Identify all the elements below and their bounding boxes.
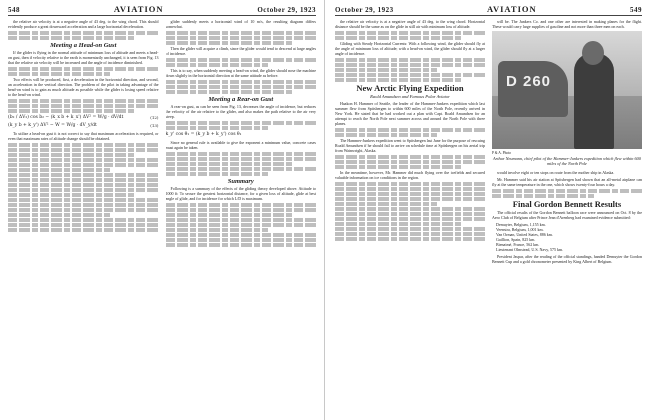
equation bbox=[166, 132, 317, 138]
paragraph: President Jaspar, after the reading of the official standings, handed Demuyter the Gordon Bennett Cup and a gold chronometer presented by King Albert of Belgium. bbox=[492, 253, 642, 264]
issue-date: October 29, 1923 bbox=[257, 6, 316, 14]
paragraph: The Hammer-Junkers expedition went to Spitsbergen last June for the purpose of rescuing Roald Amundsen if he should fail to arrive on schedule time at Spitsbergen on his aerial trip from Wainwright, Alaska. bbox=[335, 138, 485, 153]
page-number: 548 bbox=[8, 6, 20, 14]
page-number: 549 bbox=[629, 6, 642, 14]
aircraft-registration: D 260 bbox=[506, 73, 552, 90]
paragraph: Then the glider will acquire a climb, since the glider would tend to descend at large angles of incidence. bbox=[165, 46, 316, 56]
pilot-figure bbox=[574, 53, 614, 149]
paragraph: Mr. Hammer said his air station at Spitsbergen had shown that an all-metal airplane can fly at the same temperature in the one, which shows twenty-four hours a day. bbox=[492, 176, 642, 187]
paragraph: To utilize a head-on gust it is not correct to say that maximum acceleration is required, or even that maximum rates of altitude change should be obtained. bbox=[8, 131, 159, 141]
left-column-2 bbox=[166, 19, 317, 248]
pilot-head bbox=[582, 41, 604, 65]
equation bbox=[8, 115, 159, 121]
paragraph: Since no general rule is available to give the exponent a minimum value, concrete cases must again be taken. bbox=[165, 140, 316, 150]
section-heading: Meeting a Head-on Gust bbox=[50, 42, 117, 49]
paragraph: will be. The Junkers Co. and one other are interested in making planes for the flight. These would carry large supplies of gasoline and not more than three men on each. bbox=[492, 19, 642, 29]
left-column-1 bbox=[8, 19, 159, 248]
paragraph: Gliding with Steady Horizontal Currents: With a following wind, the glider should fly at the angle of minimum loss of altitude; with a head-on wind, the glider should fly at a larger angle of incidence. bbox=[335, 41, 485, 56]
list-item: Van Orman, United States, 886 km. bbox=[496, 231, 553, 237]
pilot-photo bbox=[492, 31, 642, 149]
article-subhead: Raold Amundsen and Famous Polar Aviator bbox=[370, 94, 450, 99]
list-item: Lieutenant Olmstead, U.S. Navy, 575 km. bbox=[496, 246, 564, 252]
right-columns bbox=[335, 19, 642, 266]
caption-text: Arthur Neumann, chief pilot of the Hammer-Junkers expedition which flew within 600 miles of the North Pole bbox=[493, 156, 641, 167]
article-headline: Final Gordon Bennett Results bbox=[512, 198, 622, 209]
photo-caption bbox=[492, 151, 642, 167]
paragraph: the relative air velocity is at a negative angle of 43 deg. to the wing chord. This should evidently produce a great downward acceleration and a large horizontal deceleration. bbox=[8, 19, 159, 29]
list-item: Demuyter, Belgium, 1,155 km. bbox=[496, 221, 546, 227]
paragraph: In the meantime, however, Mr. Hammer did much flying over the icefields and secured valuable information on ice conditions in the region. bbox=[335, 170, 485, 180]
paragraph: glider suddenly meets a horizontal wind of 10 m/s, the resulting diagram differs somewhat. bbox=[165, 19, 316, 29]
paragraph: Haakon H. Hammer of Seattle, the leader of the Hammer-Junkers expedition which last summer flew from Spitsbergen to within 600 miles of the North Pole, recently arrived in New York. He stated that he had worked out a plan with Capt. Roald Amundsen for an attempt to reach the North Pole next summer across and around the North Pole with three planes. bbox=[335, 101, 485, 126]
paragraph: Two effects will be produced, first, a deceleration in the horizontal direction, and second, an acceleration in the vertical direction. The problem of the pilot in taking advantage of the head-on wind is to gain as much altitude as possible while the glider is losing speed relative to the head-on wind. bbox=[8, 77, 159, 97]
section-heading: Meeting a Rear-on Gust bbox=[208, 96, 274, 103]
paragraph: Following is a summary of the effects of the gliding theory developed above. Attitude to 1000 ft: To secure the greatest horizontal distance, for a given loss of altitude, glide at best angle of glide, and for incidence for which L/D is maximum. bbox=[165, 186, 316, 201]
left-columns bbox=[8, 19, 316, 248]
right-column-2 bbox=[492, 19, 642, 266]
list-item: Veenstra, Belgium, 1,001 km. bbox=[496, 226, 544, 232]
paragraph: If the glider is flying in the normal attitude of minimum loss of altitude and meets a head-on gust, then if velocity relative to the earth is momentarily unchanged, it is seen from Fig. 13 that the relative air velocity will be increased and the angle of incidence diminished. bbox=[8, 50, 159, 65]
section-heading: Summary bbox=[227, 178, 254, 185]
equation-body: (k_y b + k_y') ΔV² − W = W/g · dV_y/dt bbox=[8, 123, 97, 128]
left-running-head bbox=[8, 4, 316, 16]
equation-number: (12) bbox=[150, 115, 159, 120]
paragraph: This is to say, when suddenly meeting a head-on wind, the glider should nose the machine down slightly in the horizontal direction at the same attitude as before. bbox=[165, 68, 316, 78]
journal-title: AVIATION bbox=[486, 4, 537, 14]
paragraph: the relative air velocity is at a negative angle of 43 deg. to the wing chord. Horizontal distance should be the same as on the glide in still air with minimum loss of altitude. bbox=[335, 19, 485, 29]
paragraph: A rear-on gust, as can be seen from Fig. 13, decreases the angle of incidence, but reduces the velocity of the air relative to the glider, and also makes the path relative to the air very steep. bbox=[165, 104, 316, 119]
equation-number: (13) bbox=[150, 123, 159, 128]
paragraph: would involve eight or ten stops on route from the mother ship in Alaska. bbox=[497, 169, 615, 175]
article-headline: New Arctic Flying Expedition bbox=[356, 83, 464, 93]
right-running-head bbox=[335, 4, 642, 16]
photo-credit: P & A. Photo bbox=[492, 151, 512, 155]
paragraph: The official results of the Gordon Bennett balloon race were announced on Oct. 8 by the Aero Club of Belgium after Prince Jean d'Arenberg had examined evidence submitted: bbox=[492, 209, 642, 220]
equation-body: k_y' cos θ₁ = (k_y b + k_y') cos θ₁ bbox=[165, 132, 242, 137]
right-column-1 bbox=[335, 19, 485, 266]
equation-body: (b₂ / ΔV₂) cos b₂ − (k_x b + k_x') ΔV² = W/g · dV/dt bbox=[8, 115, 124, 120]
list-item: Bienaimé, France, 562 km. bbox=[496, 241, 540, 247]
list-item: Gaillion, Spain, 825 km. bbox=[496, 236, 536, 242]
equation bbox=[8, 123, 159, 129]
results-list bbox=[496, 222, 642, 252]
right-page bbox=[325, 0, 650, 420]
issue-date: October 29, 1923 bbox=[335, 6, 394, 14]
journal-title: AVIATION bbox=[113, 4, 164, 14]
